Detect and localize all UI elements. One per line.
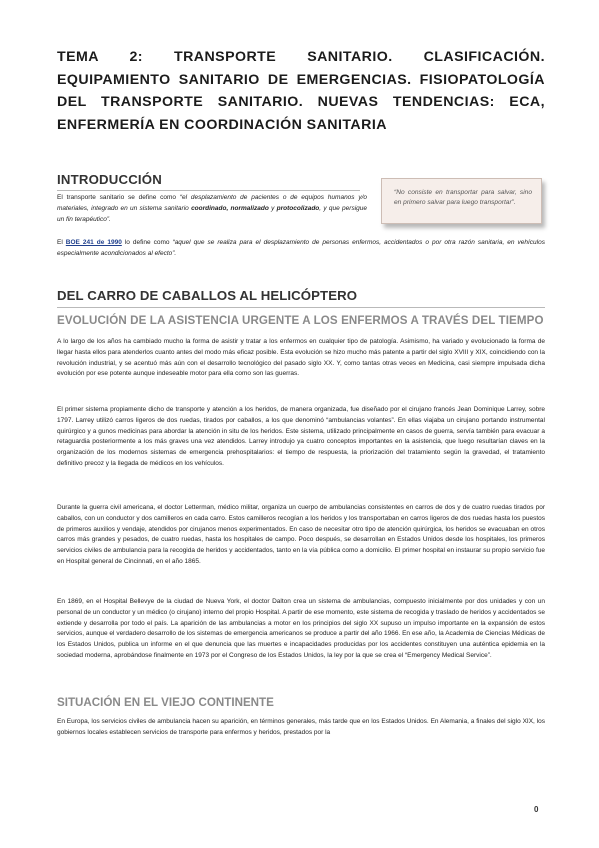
body-paragraph: En 1869, en el Hospital Bellevye de la ciudad de Nueva York, el doctor Dalton crea un sistema de ambulancias, compuesto inicialmente por dos unidades y con un personal de un conductor y un médico (o cirujano) interno del propio Hospital. A partir de ese momento, este sistema de recogida y traslado de heridos y accidentados se extiende y desarrolla por todo el país. La aparición de las ambulancias a motor en los principios del siglo XX supuso un impulso importante en la expansión de estos servicios, aunque el verdadero desarrollo de los sistemas de emergencia americanos se produce a partir del año 1966. En ese año, la Academia de Ciencias Médicas de los Estados Unidos, publica un informe en el que denuncia que las muertes e incapacidades producidas por los accidentes constituyen una auténtica epidemia en la sociedad moderna, aprobándose finalmente en 1973 por el Congreso de los Estados Unidos, la ley por la que se crea el “Emergency Medical Service”. bbox=[57, 598, 545, 659]
boe-paragraph bbox=[57, 238, 545, 260]
boe-quote: “aquel que se realiza para el desplazamiento de personas enfermos, accidentados o por otra razón sanitaria, en vehículos especialmente acondicionados al efecto”. bbox=[57, 239, 545, 257]
quote-text: “No consiste en transportar para salvar, sino en primero salvar para luego transportar”. bbox=[394, 189, 532, 206]
intro-paragraph bbox=[57, 193, 367, 225]
boe-text: lo define como bbox=[121, 239, 173, 246]
viejo-paragraph: En Europa, los servicios civiles de ambulancia hacen su aparición, en términos generales, más tarde que en los Estados Unidos. En Alemania, a finales del siglo XIX, los gobiernos locales establecen servicios de transporte para enfermos y heridos, prestados por la bbox=[57, 718, 545, 736]
section-heading: DEL CARRO DE CABALLOS AL HELICÓPTERO bbox=[57, 288, 358, 303]
body-paragraph: A lo largo de los años ha cambiado mucho la forma de asistir y tratar a los enfermos en cualquier tipo de patología. Asimismo, ha variado y evolucionado la forma de llegar hasta ellos para atenderlos cuanto antes del modo más eficaz posible. Esta evolución se hizo mucho más patente a partir del siglo XVIII y XIX, coincidiendo con la revolución industrial, y se acentuó más aún con el desarrollo tecnológico del pasado siglo XX. Y, como tantas otras veces en Medicina, casi siempre impulsada dicha evolución por ese potente aunque indeseable motor para ella como son las guerras. bbox=[57, 338, 545, 378]
boe-link[interactable]: BOE 241 de 1990 bbox=[65, 239, 122, 246]
intro-quote-part: , y que persigue un fin terapéutico”. bbox=[57, 204, 367, 223]
quote-box bbox=[381, 178, 542, 224]
intro-bold-protocolizado: protocolizado bbox=[276, 204, 320, 212]
section-heading-rule bbox=[57, 307, 545, 308]
body-paragraph: Durante la guerra civil americana, el doctor Letterman, médico militar, organiza un cuerpo de ambulancias consistentes en carros de dos y de cuatro ruedas tirados por caballos, con un conductor y dos camilleros en cada carro. Estos camilleros recogían a los heridos y los transportaban en carros ligeros de dos ruedas hasta los puestos de primeros auxilios y vendaje, atendidos por cirujanos menos experimentados. En caso de necesitar otro tipo de atención quirúrgica, los heridos se evacuaban en otros carros más grandes y pesados, de cuatro ruedas, hasta los hospitales de campo. Poco después, se desarrollan en Estados Unidos desde los hospitales, los primeros servicios civiles de ambulancia para la recogida de heridos y accidentados, tanto en la vía pública como a domicilio. El primer hospital en instaurar su propio servicio fue en Hospital general de Cincinnati, en el año 1865. bbox=[57, 504, 545, 565]
boe-text: El bbox=[57, 239, 66, 246]
body-paragraph: El primer sistema propiamente dicho de transporte y atención a los heridos, de manera organizada, fue diseñado por el cirujano francés Jean Dominique Larrey, sobre 1797. Larrey utilizó carros ligeros de dos ruedas, tirados por caballos, a los que denominó “ambulancias volantes”. En ellas viajaba un cirujano portando instrumental quirúrgico y a gunos medicinas para abordar la atención in situ de los heridos. Este sistema, utilizado principalmente en casos de guerra, servía también para evacuar a retaguardia posteriormente a los más graves una vez atendidos. Larrey introdujo ya cuatro conceptos importantes en la asistencia, que luego resultarían claves en la organización de los modernos sistemas de emergencia prehospitalarios: el tiempo de respuesta, la priorización del tratamiento según la gravedad, el tratamiento definitivo precoz y la llegada de médicos en los vehículos. bbox=[57, 406, 545, 467]
intro-text: El transporte sanitario se define como bbox=[57, 194, 180, 201]
intro-heading: INTRODUCCIÓN bbox=[57, 172, 162, 187]
intro-quote-part: “el desplazamiento de pacientes o de equipos humanos y/o materiales, integrado en un sistema sanitario bbox=[57, 194, 368, 212]
section-subheading: EVOLUCIÓN DE LA ASISTENCIA URGENTE A LOS ENFERMOS A TRAVÉS DEL TIEMPO bbox=[57, 314, 544, 327]
viejo-heading: SITUACIÓN EN EL VIEJO CONTINENTE bbox=[57, 696, 274, 709]
intro-heading-rule bbox=[57, 190, 360, 191]
page-number: 0 bbox=[534, 805, 539, 814]
document-title: TEMA 2: TRANSPORTE SANITARIO. CLASIFICACIÓN. EQUIPAMIENTO SANITARIO DE EMERGENCIAS. FISIOPATOLOGÍA DEL TRANSPORTE SANITARIO. NUEVAS TENDENCIAS: ECA, ENFERMERÍA EN COORDINACIÓN SANITARIA bbox=[57, 49, 545, 133]
intro-quote-part: y bbox=[268, 204, 277, 212]
intro-bold-coordinado: coordinado, normalizado bbox=[191, 204, 269, 212]
